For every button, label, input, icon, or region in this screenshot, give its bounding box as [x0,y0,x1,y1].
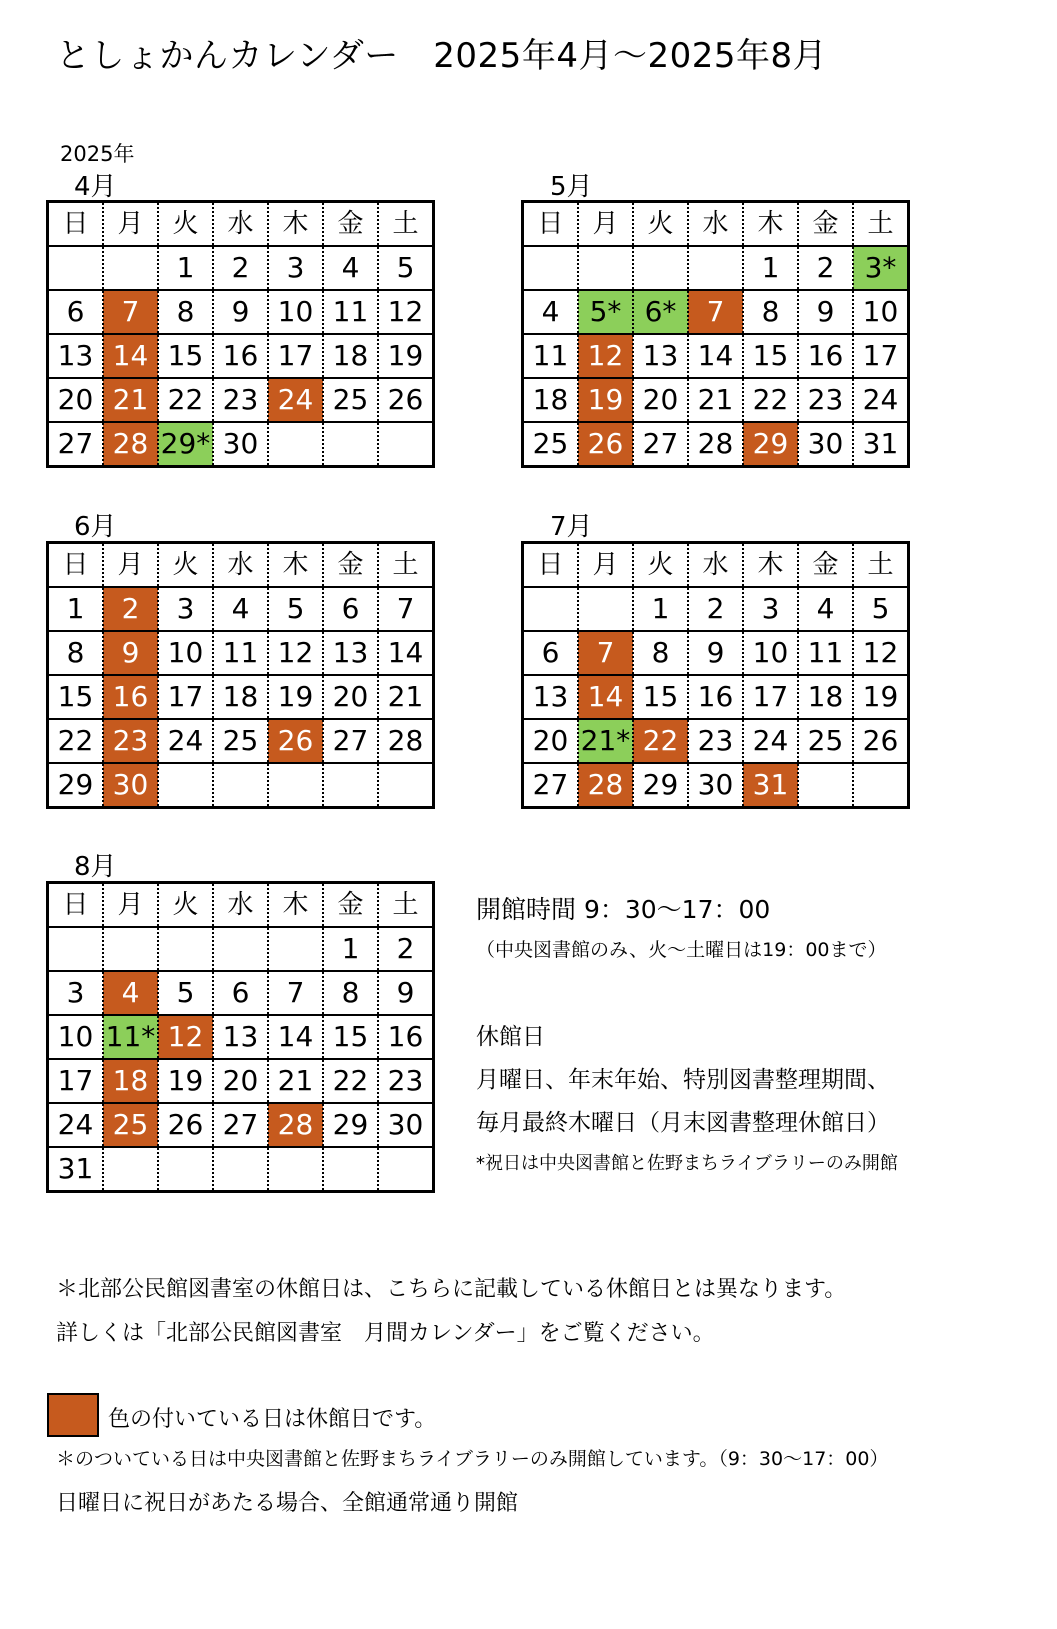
week-row [523,675,909,719]
week-row [523,631,909,675]
month-label-june: 6月 [74,512,117,542]
day-cell: 26 [378,378,434,422]
weekday-header-row [523,202,909,247]
empty-cell [158,927,213,971]
weekday-header: 月 [578,202,633,247]
weekday-header: 火 [633,543,688,588]
week-row [48,1059,434,1103]
day-cell: 16 [213,334,268,378]
day-cell-closed: 7 [103,290,158,334]
empty-cell [378,1147,434,1192]
weekday-header: 土 [378,883,434,928]
day-cell: 15 [158,334,213,378]
day-cell: 12 [378,290,434,334]
weekday-header: 水 [688,202,743,247]
day-cell: 10 [158,631,213,675]
weekday-header: 水 [688,543,743,588]
week-row [48,927,434,971]
day-cell: 13 [633,334,688,378]
opening-hours: 開館時間 9：30〜17：00 [476,895,771,924]
day-cell: 15 [743,334,798,378]
day-cell-closed: 25 [103,1103,158,1147]
holiday-note: *祝日は中央図書館と佐野まちライブラリーのみ開館 [476,1153,898,1174]
week-row [48,378,434,422]
weekday-header: 土 [853,202,909,247]
day-cell: 29 [48,763,104,808]
week-row [523,290,909,334]
day-cell: 10 [268,290,323,334]
day-cell: 19 [268,675,323,719]
day-cell: 15 [323,1015,378,1059]
weekday-header: 月 [578,543,633,588]
calendar-august [46,881,435,1193]
day-cell-closed: 30 [103,763,158,808]
day-cell: 5 [158,971,213,1015]
empty-cell [103,1147,158,1192]
day-cell: 17 [853,334,909,378]
day-cell: 21 [378,675,434,719]
empty-cell [268,927,323,971]
opening-hours-note: （中央図書館のみ、火〜土曜日は19：00まで） [476,939,887,961]
day-cell: 20 [633,378,688,422]
day-cell: 23 [213,378,268,422]
weekday-header: 木 [268,202,323,247]
day-cell-closed: 28 [268,1103,323,1147]
day-cell: 1 [743,246,798,290]
empty-cell [578,246,633,290]
day-cell-closed: 21 [103,378,158,422]
weekday-header: 金 [323,543,378,588]
empty-cell [213,927,268,971]
day-cell: 25 [798,719,853,763]
day-cell: 24 [158,719,213,763]
month-label-july: 7月 [550,512,593,542]
week-row [523,378,909,422]
weekday-header: 金 [798,202,853,247]
day-cell: 13 [48,334,104,378]
weekday-header: 月 [103,883,158,928]
day-cell: 5 [378,246,434,290]
day-cell: 8 [48,631,104,675]
north-library-note-2: 詳しくは「北部公民館図書室 月間カレンダー」をご覧ください。 [56,1321,715,1346]
day-cell: 19 [158,1059,213,1103]
week-row [523,763,909,808]
day-cell-holiday-open: 21* [578,719,633,763]
week-row [48,1015,434,1059]
day-cell: 15 [633,675,688,719]
weekday-header: 火 [158,202,213,247]
month-label-august: 8月 [74,852,117,882]
calendar-april [46,200,435,468]
day-cell: 10 [853,290,909,334]
day-cell: 21 [688,378,743,422]
day-cell: 1 [323,927,378,971]
day-cell: 30 [688,763,743,808]
weekday-header: 月 [103,543,158,588]
sunday-holiday-note: 日曜日に祝日があたる場合、全館通常通り開館 [56,1491,519,1516]
day-cell: 20 [213,1059,268,1103]
day-cell-closed: 7 [578,631,633,675]
weekday-header: 水 [213,202,268,247]
empty-cell [633,246,688,290]
day-cell: 4 [523,290,579,334]
day-cell: 22 [743,378,798,422]
day-cell: 3 [743,587,798,631]
weekday-header: 日 [62,550,89,580]
day-cell: 18 [323,334,378,378]
weekday-header: 月 [103,202,158,247]
day-cell: 1 [48,587,104,631]
day-cell: 8 [743,290,798,334]
empty-cell [103,246,158,290]
weekday-header: 水 [213,543,268,588]
calendar-june [46,541,435,809]
asterisk-note: ＊のついている日は中央図書館と佐野まちライブラリーのみ開館しています。（9：30〜17：00） [56,1448,889,1470]
day-cell: 1 [633,587,688,631]
empty-cell [268,422,323,467]
empty-cell [323,763,378,808]
empty-cell [688,246,743,290]
day-cell: 6 [523,631,579,675]
day-cell: 6 [48,290,104,334]
weekday-header: 火 [158,543,213,588]
day-cell: 26 [158,1103,213,1147]
day-cell: 12 [853,631,909,675]
day-cell: 22 [323,1059,378,1103]
weekday-header: 土 [378,543,434,588]
day-cell: 3 [48,971,104,1015]
day-cell: 14 [268,1015,323,1059]
day-cell-closed: 23 [103,719,158,763]
day-cell: 13 [323,631,378,675]
empty-cell [213,763,268,808]
weekday-header: 日 [537,209,564,239]
day-cell-closed: 14 [578,675,633,719]
empty-cell [158,1147,213,1192]
weekday-header: 金 [323,883,378,928]
week-row [48,587,434,631]
closed-days-line-1: 月曜日、年末年始、特別図書整理期間、 [476,1067,890,1093]
day-cell: 11 [523,334,579,378]
day-cell: 30 [378,1103,434,1147]
day-cell: 2 [378,927,434,971]
day-cell: 3 [268,246,323,290]
day-cell-closed: 4 [103,971,158,1015]
empty-cell [213,1147,268,1192]
day-cell-closed: 24 [268,378,323,422]
day-cell: 28 [378,719,434,763]
day-cell-closed: 7 [688,290,743,334]
day-cell: 25 [323,378,378,422]
day-cell: 9 [378,971,434,1015]
day-cell: 5 [268,587,323,631]
week-row [523,246,909,290]
day-cell: 20 [48,378,104,422]
page-title: としょかんカレンダー 2025年4月〜2025年8月 [56,36,828,76]
day-cell-closed: 18 [103,1059,158,1103]
day-cell: 20 [323,675,378,719]
week-row [48,675,434,719]
day-cell: 17 [48,1059,104,1103]
day-cell: 18 [213,675,268,719]
day-cell: 10 [48,1015,104,1059]
north-library-note: ＊北部公民館図書室の休館日は、こちらに記載している休館日とは異なります。 [56,1277,847,1302]
day-cell: 19 [853,675,909,719]
day-cell-closed: 16 [103,675,158,719]
weekday-header: 木 [268,543,323,588]
day-cell: 7 [378,587,434,631]
day-cell: 27 [523,763,579,808]
calendar-july [521,541,910,809]
day-cell-closed: 12 [578,334,633,378]
day-cell: 17 [158,675,213,719]
empty-cell [578,587,633,631]
day-cell: 14 [378,631,434,675]
day-cell: 14 [688,334,743,378]
day-cell: 27 [213,1103,268,1147]
empty-cell [103,927,158,971]
day-cell: 1 [158,246,213,290]
day-cell: 11 [213,631,268,675]
day-cell: 2 [213,246,268,290]
weekday-header-row [48,883,434,928]
weekday-header: 土 [853,543,909,588]
day-cell: 8 [633,631,688,675]
calendar-may [521,200,910,468]
weekday-header-row [523,543,909,588]
week-row [523,422,909,467]
day-cell-closed: 26 [578,422,633,467]
day-cell-holiday-open: 11* [103,1015,158,1059]
day-cell-closed: 14 [103,334,158,378]
day-cell: 24 [853,378,909,422]
day-cell: 13 [523,675,579,719]
day-cell: 2 [798,246,853,290]
day-cell: 24 [743,719,798,763]
weekday-header: 日 [537,550,564,580]
day-cell-closed: 12 [158,1015,213,1059]
day-cell: 9 [213,290,268,334]
day-cell: 23 [688,719,743,763]
empty-cell [48,927,104,971]
week-row [48,1147,434,1192]
year-label: 2025年 [60,142,135,166]
weekday-header: 金 [323,202,378,247]
day-cell: 15 [48,675,104,719]
day-cell-closed: 9 [103,631,158,675]
day-cell: 3 [158,587,213,631]
day-cell: 17 [268,334,323,378]
day-cell-holiday-open: 6* [633,290,688,334]
week-row [48,763,434,808]
empty-cell [378,763,434,808]
empty-cell [48,246,104,290]
day-cell: 9 [798,290,853,334]
week-row [523,587,909,631]
day-cell: 4 [323,246,378,290]
day-cell: 29 [323,1103,378,1147]
weekday-header-row [48,543,434,588]
day-cell: 18 [798,675,853,719]
weekday-header: 木 [743,543,798,588]
day-cell: 12 [268,631,323,675]
week-row [48,971,434,1015]
day-cell: 22 [158,378,213,422]
day-cell-closed: 22 [633,719,688,763]
day-cell: 31 [853,422,909,467]
day-cell: 18 [523,378,579,422]
week-row [48,334,434,378]
day-cell: 25 [213,719,268,763]
day-cell: 28 [688,422,743,467]
day-cell: 4 [798,587,853,631]
week-row [48,246,434,290]
empty-cell [523,246,579,290]
empty-cell [378,422,434,467]
empty-cell [798,763,853,808]
day-cell-closed: 2 [103,587,158,631]
empty-cell [323,422,378,467]
weekday-header: 日 [62,890,89,920]
day-cell: 9 [688,631,743,675]
weekday-header: 水 [213,883,268,928]
day-cell: 6 [213,971,268,1015]
day-cell: 29 [633,763,688,808]
closed-days-line-2: 毎月最終木曜日（月末図書整理休館日） [476,1110,890,1136]
week-row [48,1103,434,1147]
empty-cell [158,763,213,808]
day-cell: 8 [323,971,378,1015]
day-cell: 23 [798,378,853,422]
day-cell: 30 [213,422,268,467]
weekday-header: 木 [268,883,323,928]
day-cell: 17 [743,675,798,719]
week-row [523,719,909,763]
empty-cell [523,587,579,631]
day-cell: 10 [743,631,798,675]
day-cell-holiday-open: 3* [853,246,909,290]
day-cell: 23 [378,1059,434,1103]
day-cell: 22 [48,719,104,763]
week-row [523,334,909,378]
day-cell-holiday-open: 5* [578,290,633,334]
day-cell: 16 [798,334,853,378]
day-cell-holiday-open: 29* [158,422,213,467]
day-cell: 26 [853,719,909,763]
day-cell: 4 [213,587,268,631]
weekday-header: 金 [798,543,853,588]
month-label-april: 4月 [74,172,117,202]
weekday-header: 土 [378,202,434,247]
month-label-may: 5月 [550,172,593,202]
day-cell: 27 [633,422,688,467]
day-cell: 8 [158,290,213,334]
day-cell-closed: 28 [578,763,633,808]
day-cell: 16 [378,1015,434,1059]
empty-cell [323,1147,378,1192]
day-cell: 27 [323,719,378,763]
closed-color-swatch [47,1393,99,1437]
day-cell: 13 [213,1015,268,1059]
day-cell: 6 [323,587,378,631]
day-cell: 21 [268,1059,323,1103]
day-cell-closed: 31 [743,763,798,808]
empty-cell [268,763,323,808]
day-cell-closed: 28 [103,422,158,467]
day-cell: 16 [688,675,743,719]
day-cell-closed: 19 [578,378,633,422]
empty-cell [853,763,909,808]
week-row [48,631,434,675]
day-cell: 20 [523,719,579,763]
empty-cell [268,1147,323,1192]
day-cell: 27 [48,422,104,467]
weekday-header: 火 [158,883,213,928]
day-cell: 11 [323,290,378,334]
day-cell: 19 [378,334,434,378]
weekday-header: 火 [633,202,688,247]
day-cell: 2 [688,587,743,631]
day-cell: 31 [48,1147,104,1192]
day-cell-closed: 29 [743,422,798,467]
week-row [48,290,434,334]
day-cell: 24 [48,1103,104,1147]
day-cell: 5 [853,587,909,631]
closed-days-title: 休館日 [476,1024,545,1050]
day-cell: 11 [798,631,853,675]
week-row [48,719,434,763]
weekday-header: 日 [62,209,89,239]
weekday-header: 木 [743,202,798,247]
week-row [48,422,434,467]
day-cell: 7 [268,971,323,1015]
weekday-header-row [48,202,434,247]
legend-text: 色の付いている日は休館日です。 [108,1407,437,1432]
day-cell: 25 [523,422,579,467]
day-cell: 30 [798,422,853,467]
day-cell-closed: 26 [268,719,323,763]
